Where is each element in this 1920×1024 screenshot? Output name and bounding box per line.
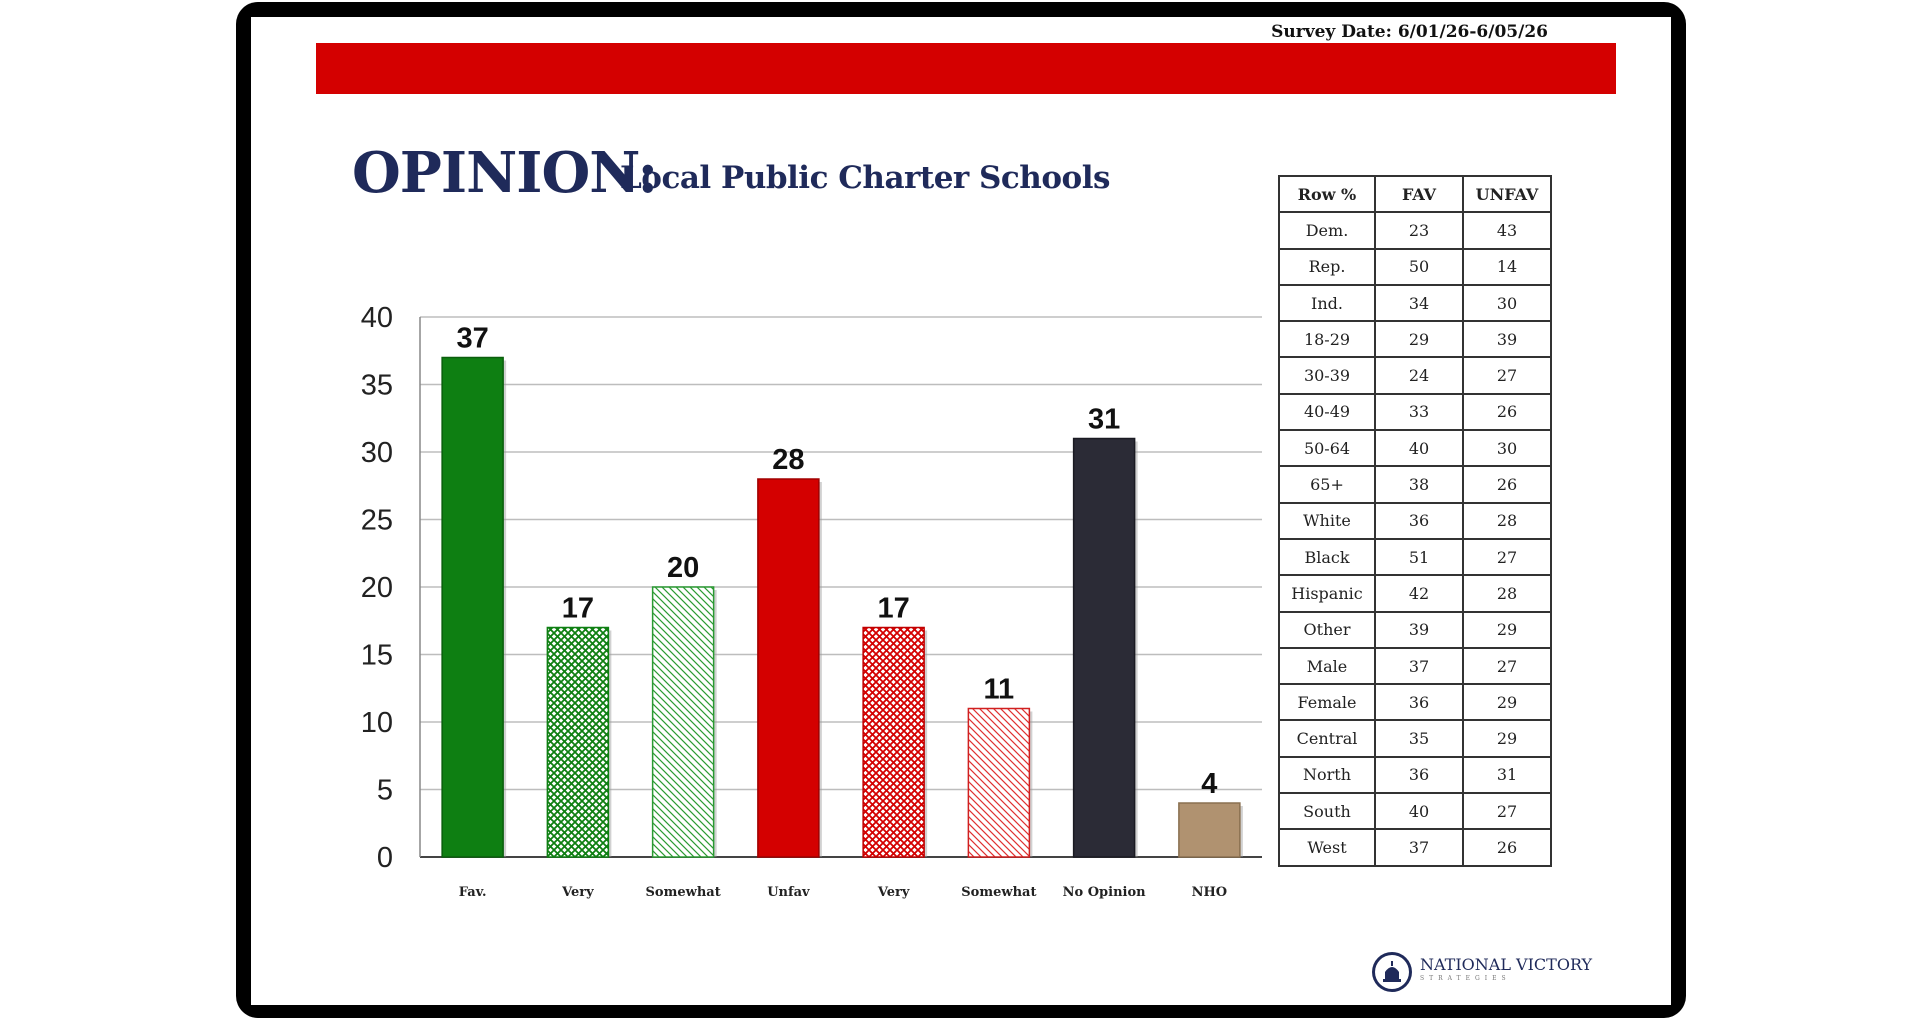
table-cell: 24 [1375,357,1463,393]
bar [1179,803,1240,857]
bar-chart [330,290,1280,930]
row-label: Male [1279,648,1375,684]
table-cell: 33 [1375,394,1463,430]
crosstab-table [1278,175,1552,867]
x-tick-label: Somewhat [645,885,721,900]
table-row [1279,285,1551,321]
row-label: Hispanic [1279,575,1375,611]
row-label: White [1279,503,1375,539]
table-cell: 43 [1463,212,1551,248]
y-tick-label: 10 [360,707,393,739]
data-label: 31 [1087,403,1121,436]
x-tick-label: Unfav [767,885,810,900]
y-tick-label: 5 [376,774,393,807]
chart-title: OPINION: [352,140,658,206]
table-row [1279,720,1551,756]
table-cell: 26 [1463,466,1551,502]
column-header: Row % [1279,176,1375,212]
logo-text [1420,955,1593,986]
table-row [1279,503,1551,539]
bar [653,587,714,857]
table-cell: 31 [1463,757,1551,793]
table-cell: 40 [1375,430,1463,466]
logo-subtitle: STRATEGIES [1420,975,1511,982]
row-label: North [1279,757,1375,793]
table-cell: 14 [1463,249,1551,285]
bar [968,709,1029,858]
table-cell: 36 [1375,757,1463,793]
table-cell: 29 [1463,720,1551,756]
x-tick-label: Very [877,885,910,900]
row-label: Black [1279,539,1375,575]
table-cell: 29 [1463,612,1551,648]
row-label: Ind. [1279,285,1375,321]
table-cell: 26 [1463,394,1551,430]
table-row [1279,321,1551,357]
y-tick-label: 0 [376,842,393,874]
row-label: South [1279,793,1375,829]
table-cell: 36 [1375,684,1463,720]
table-row [1279,829,1551,865]
table-cell: 27 [1463,648,1551,684]
table-row [1279,648,1551,684]
table-row [1279,430,1551,466]
row-label: Other [1279,612,1375,648]
y-tick-label: 35 [360,369,393,402]
category-labels [459,885,1227,900]
table-row [1279,575,1551,611]
chart-subtitle: Local Public Charter Schools [620,160,1110,196]
survey-date: Survey Date: 6/01/26-6/05/26 [1271,22,1548,42]
y-tick-label: 25 [360,504,393,537]
bar [863,628,924,858]
y-tick-label: 30 [360,437,393,469]
row-label: 30-39 [1279,357,1375,393]
table-row [1279,757,1551,793]
table-row [1279,793,1551,829]
table-row [1279,684,1551,720]
row-label: Dem. [1279,212,1375,248]
row-label: 65+ [1279,466,1375,502]
table-header-row [1279,176,1551,212]
table-row [1279,249,1551,285]
table-cell: 27 [1463,357,1551,393]
data-label: 28 [772,444,805,476]
y-tick-label: 40 [360,302,393,334]
capitol-dome-icon [1370,950,1414,994]
data-label: 37 [456,322,489,355]
data-label: 4 [1201,768,1218,800]
data-label: 20 [666,552,700,584]
logo-name: NATIONAL VICTORY [1420,955,1593,974]
table-cell: 29 [1463,684,1551,720]
data-label: 17 [561,592,595,625]
table-cell: 51 [1375,539,1463,575]
table-row [1279,466,1551,502]
bar [758,479,819,857]
y-axis [361,302,420,874]
row-label: 40-49 [1279,394,1375,430]
table-cell: 37 [1375,829,1463,865]
bar [442,358,503,858]
table-row [1279,539,1551,575]
table-row [1279,212,1551,248]
table-cell: 27 [1463,539,1551,575]
table-cell: 29 [1375,321,1463,357]
table-cell: 28 [1463,575,1551,611]
row-label: West [1279,829,1375,865]
y-tick-label: 20 [360,572,393,604]
table-cell: 35 [1375,720,1463,756]
table-cell: 30 [1463,430,1551,466]
table-row [1279,394,1551,430]
table-cell: 50 [1375,249,1463,285]
row-label: Central [1279,720,1375,756]
table-row [1279,612,1551,648]
table-cell: 40 [1375,793,1463,829]
bar [547,628,608,858]
table-cell: 23 [1375,212,1463,248]
header-band [316,43,1616,94]
table-cell: 39 [1375,612,1463,648]
column-header: FAV [1375,176,1463,212]
x-tick-label: No Opinion [1062,885,1146,900]
x-tick-label: Fav. [458,885,487,900]
crosstab-table-wrap [1278,175,1552,867]
data-label: 11 [983,673,1015,706]
x-tick-label: Somewhat [961,885,1037,900]
y-tick-label: 15 [360,639,393,672]
table-cell: 28 [1463,503,1551,539]
table-cell: 34 [1375,285,1463,321]
table-cell: 27 [1463,793,1551,829]
table-row [1279,357,1551,393]
table-cell: 38 [1375,466,1463,502]
row-label: Female [1279,684,1375,720]
row-label: 18-29 [1279,321,1375,357]
row-label: Rep. [1279,249,1375,285]
column-header: UNFAV [1463,176,1551,212]
table-body [1279,212,1551,865]
bar [1074,439,1135,858]
table-cell: 39 [1463,321,1551,357]
x-tick-label: Very [562,885,594,900]
table-cell: 36 [1375,503,1463,539]
table-cell: 37 [1375,648,1463,684]
row-label: 50-64 [1279,430,1375,466]
table-cell: 30 [1463,285,1551,321]
logo [1370,950,1592,994]
table-cell: 42 [1375,575,1463,611]
data-label: 17 [877,592,910,625]
x-tick-label: NHO [1191,885,1228,900]
table-cell: 26 [1463,829,1551,865]
